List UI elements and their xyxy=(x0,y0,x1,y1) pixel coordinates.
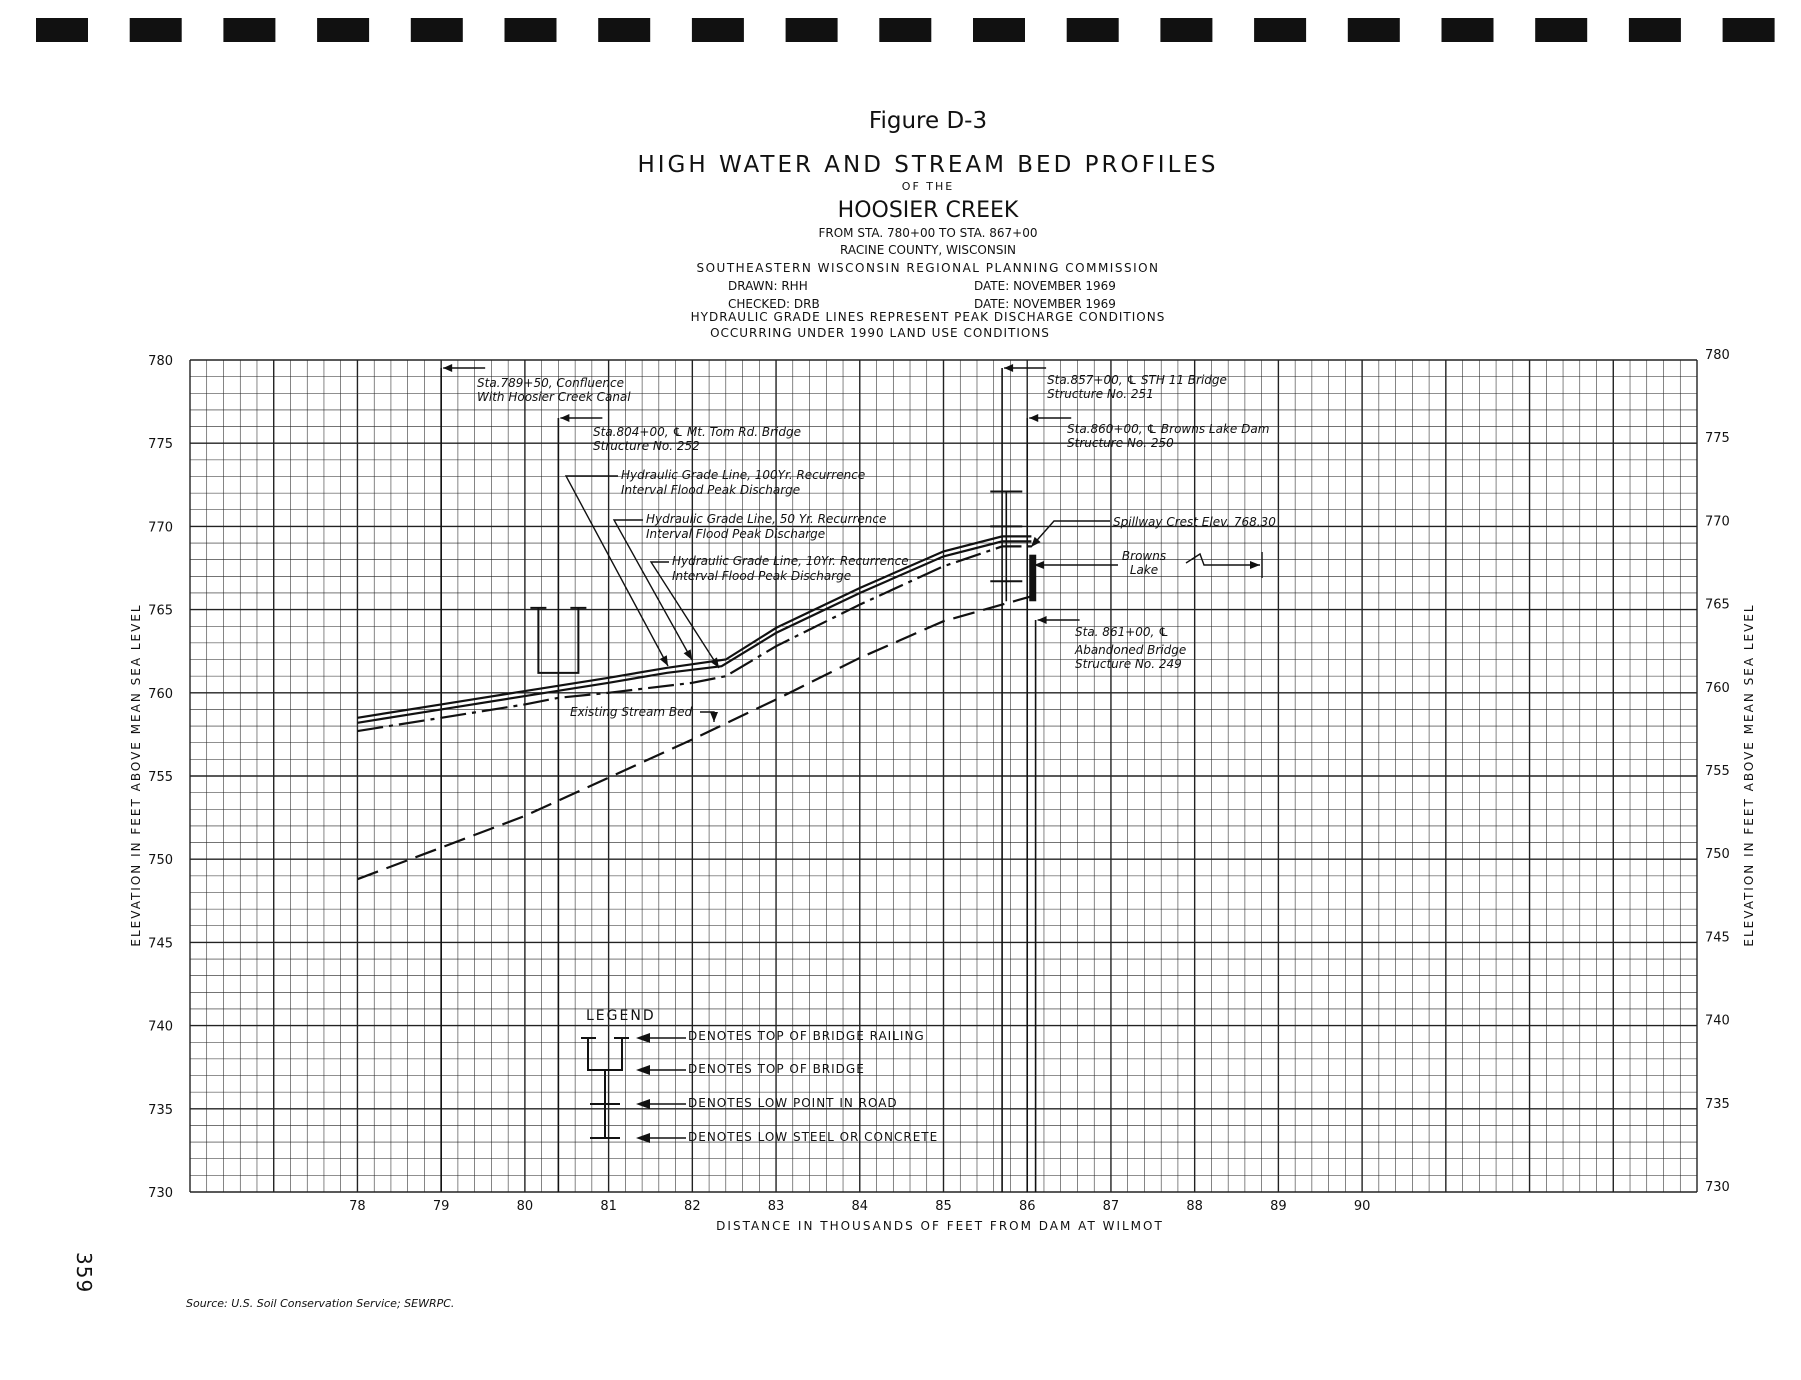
drawn-date: DATE: NOVEMBER 1969 xyxy=(974,279,1116,293)
dam-block xyxy=(1029,555,1036,602)
legend-arrowhead xyxy=(636,1033,650,1043)
y-tick-label-right: 775 xyxy=(1705,431,1730,447)
y-tick-label-right: 780 xyxy=(1705,348,1730,363)
x-tick-label: 82 xyxy=(684,1199,701,1214)
binder-hole xyxy=(973,18,1025,42)
y-tick-label-right: 755 xyxy=(1705,764,1730,779)
y-tick-label-right: 765 xyxy=(1705,597,1730,613)
binder-hole xyxy=(411,18,463,42)
y-axis-label-left: ELEVATION IN FEET ABOVE MEAN SEA LEVEL xyxy=(129,603,143,947)
hgl50-label-l2: Interval Flood Peak Discharge xyxy=(646,527,826,541)
hgl100-label-l2: Interval Flood Peak Discharge xyxy=(621,483,801,497)
y-tick-label-left: 740 xyxy=(148,1019,173,1035)
y-tick-label-left: 765 xyxy=(148,603,173,619)
y-tick-label-right: 735 xyxy=(1705,1096,1730,1112)
station-label-789-l2: With Hoosier Creek Canal xyxy=(477,390,631,404)
x-tick-label: 86 xyxy=(1018,1199,1036,1214)
y-tick-label-left: 745 xyxy=(148,936,173,952)
source-note: Source: U.S. Soil Conservation Service; SEWRPC. xyxy=(186,1297,455,1310)
binder-hole xyxy=(692,18,744,42)
binder-hole xyxy=(1442,18,1494,42)
x-tick-labels xyxy=(349,1199,1370,1214)
station-label-860-l2: Structure No. 250 xyxy=(1067,436,1174,450)
binder-hole xyxy=(879,18,931,42)
y-tick-label-left: 760 xyxy=(148,686,173,702)
binder-hole-strip xyxy=(36,18,1775,42)
checked-date: DATE: NOVEMBER 1969 xyxy=(974,297,1116,311)
legend-bridge-symbol xyxy=(588,1038,622,1070)
spillway-label: Spillway Crest Elev. 768.30 xyxy=(1113,515,1276,529)
binder-hole xyxy=(1535,18,1587,42)
station-label-860-l1: Sta.860+00, ℄ Browns Lake Dam xyxy=(1067,422,1270,436)
page-number: 359 xyxy=(72,1252,96,1294)
binder-hole xyxy=(505,18,557,42)
y-tick-label-left: 755 xyxy=(148,770,173,785)
subtitle-of-the: OF THE xyxy=(901,180,955,193)
figure-label: Figure D-3 xyxy=(868,108,988,134)
legend-item-top-of-bridge: DENOTES TOP OF BRIDGE xyxy=(688,1062,865,1076)
x-tick-label: 87 xyxy=(1102,1199,1120,1214)
chart-title: HIGH WATER AND STREAM BED PROFILES xyxy=(637,152,1219,178)
binder-hole xyxy=(223,18,275,42)
y-tick-label-right: 745 xyxy=(1705,930,1730,946)
legend-item-low-point: DENOTES LOW POINT IN ROAD xyxy=(688,1096,898,1110)
binder-hole xyxy=(1067,18,1119,42)
y-tick-labels-left xyxy=(148,354,173,1201)
y-tick-label-left: 775 xyxy=(148,437,173,453)
station-label-861-l3: Structure No. 249 xyxy=(1075,657,1182,671)
x-axis-label: DISTANCE IN THOUSANDS OF FEET FROM DAM AT WILMOT xyxy=(716,1219,1164,1233)
binder-hole xyxy=(1254,18,1306,42)
y-tick-label-right: 740 xyxy=(1705,1013,1730,1029)
x-tick-label: 89 xyxy=(1270,1199,1287,1214)
subtitle-creek-name: HOOSIER CREEK xyxy=(837,198,1019,223)
legend-arrowhead xyxy=(636,1133,650,1143)
binder-hole xyxy=(1723,18,1775,42)
station-label-861-l2: Abandoned Bridge xyxy=(1075,643,1187,657)
binder-hole xyxy=(1160,18,1212,42)
y-axis-label-right: ELEVATION IN FEET ABOVE MEAN SEA LEVEL xyxy=(1742,603,1756,947)
hgl100-leader xyxy=(566,476,668,666)
binder-hole xyxy=(130,18,182,42)
stream-bed-leader-arrowhead xyxy=(710,712,718,722)
checked-by: CHECKED: DRB xyxy=(728,297,820,311)
x-tick-label: 80 xyxy=(516,1199,534,1214)
lake-label-l2: Lake xyxy=(1129,563,1159,577)
legend-item-railing: DENOTES TOP OF BRIDGE RAILING xyxy=(688,1029,925,1043)
x-tick-label: 81 xyxy=(600,1199,617,1214)
legend-title: LEGEND xyxy=(586,1008,656,1024)
y-tick-label-right: 730 xyxy=(1705,1180,1730,1195)
grid xyxy=(190,360,1697,1192)
station-arrow xyxy=(1038,616,1047,624)
subtitle-commission: SOUTHEASTERN WISCONSIN REGIONAL PLANNING COMMISSION xyxy=(696,261,1160,275)
legend xyxy=(581,1008,938,1144)
y-tick-labels-right xyxy=(1705,348,1730,1195)
hgl100-leader-arrowhead xyxy=(660,655,668,666)
binder-hole xyxy=(317,18,369,42)
y-tick-label-right: 760 xyxy=(1705,680,1730,696)
station-arrow xyxy=(443,364,452,372)
note-line-1: HYDRAULIC GRADE LINES REPRESENT PEAK DISCHARGE CONDITIONS xyxy=(690,310,1166,324)
x-tick-label: 79 xyxy=(432,1199,450,1214)
hgl100-label-l1: Hydraulic Grade Line, 100Yr. Recurrence xyxy=(621,468,866,482)
station-label-857-l1: Sta.857+00, ℄ STH 11 Bridge xyxy=(1047,373,1227,387)
x-tick-label: 83 xyxy=(767,1199,785,1214)
profile-series xyxy=(357,536,1031,879)
series-line xyxy=(357,596,1031,879)
hgl50-leader-arrowhead xyxy=(684,649,692,660)
station-arrow xyxy=(1029,414,1038,422)
y-tick-label-left: 770 xyxy=(148,520,173,536)
legend-arrowhead xyxy=(636,1065,650,1075)
hgl50-label-l1: Hydraulic Grade Line, 50 Yr. Recurrence xyxy=(646,512,887,526)
legend-arrowhead xyxy=(636,1099,650,1109)
note-line-2: OCCURRING UNDER 1990 LAND USE CONDITIONS xyxy=(710,326,1050,340)
hgl10-label-l1: Hydraulic Grade Line, 10Yr. Recurrence xyxy=(672,554,909,568)
y-tick-label-left: 780 xyxy=(148,354,173,369)
subtitle-county: RACINE COUNTY, WISCONSIN xyxy=(840,243,1016,257)
station-label-804-l2: Structure No. 252 xyxy=(593,439,700,453)
x-tick-label: 88 xyxy=(1186,1199,1203,1214)
binder-hole xyxy=(786,18,838,42)
x-tick-label: 84 xyxy=(851,1199,869,1214)
binder-hole xyxy=(36,18,88,42)
stream-bed-label: Existing Stream Bed xyxy=(570,705,693,719)
y-tick-label-left: 735 xyxy=(148,1102,173,1118)
subtitle-stations: FROM STA. 780+00 TO STA. 867+00 xyxy=(818,226,1038,240)
x-tick-label: 90 xyxy=(1353,1199,1371,1214)
lake-leader-right-arrowhead xyxy=(1250,561,1260,569)
legend-item-low-steel: DENOTES LOW STEEL OR CONCRETE xyxy=(688,1130,939,1144)
station-arrow xyxy=(560,414,569,422)
drawn-by: DRAWN: RHH xyxy=(728,279,808,293)
station-label-857-l2: Structure No. 251 xyxy=(1047,387,1154,401)
station-label-804-l1: Sta.804+00, ℄ Mt. Tom Rd. Bridge xyxy=(593,425,802,439)
hgl10-label-l2: Interval Flood Peak Discharge xyxy=(672,569,852,583)
lake-label-l1: Browns xyxy=(1121,549,1167,563)
binder-hole xyxy=(1629,18,1681,42)
y-tick-label-left: 730 xyxy=(148,1186,173,1201)
station-label-789-l1: Sta.789+50, Confluence xyxy=(477,376,624,390)
y-tick-label-right: 770 xyxy=(1705,514,1730,530)
binder-hole xyxy=(598,18,650,42)
station-label-861-l1: Sta. 861+00, ℄ xyxy=(1075,625,1169,639)
x-tick-label: 85 xyxy=(935,1199,952,1214)
station-arrow xyxy=(1004,364,1013,372)
y-tick-label-right: 750 xyxy=(1705,847,1730,863)
y-tick-label-left: 750 xyxy=(148,853,173,869)
binder-hole xyxy=(1348,18,1400,42)
x-tick-label: 78 xyxy=(349,1199,366,1214)
